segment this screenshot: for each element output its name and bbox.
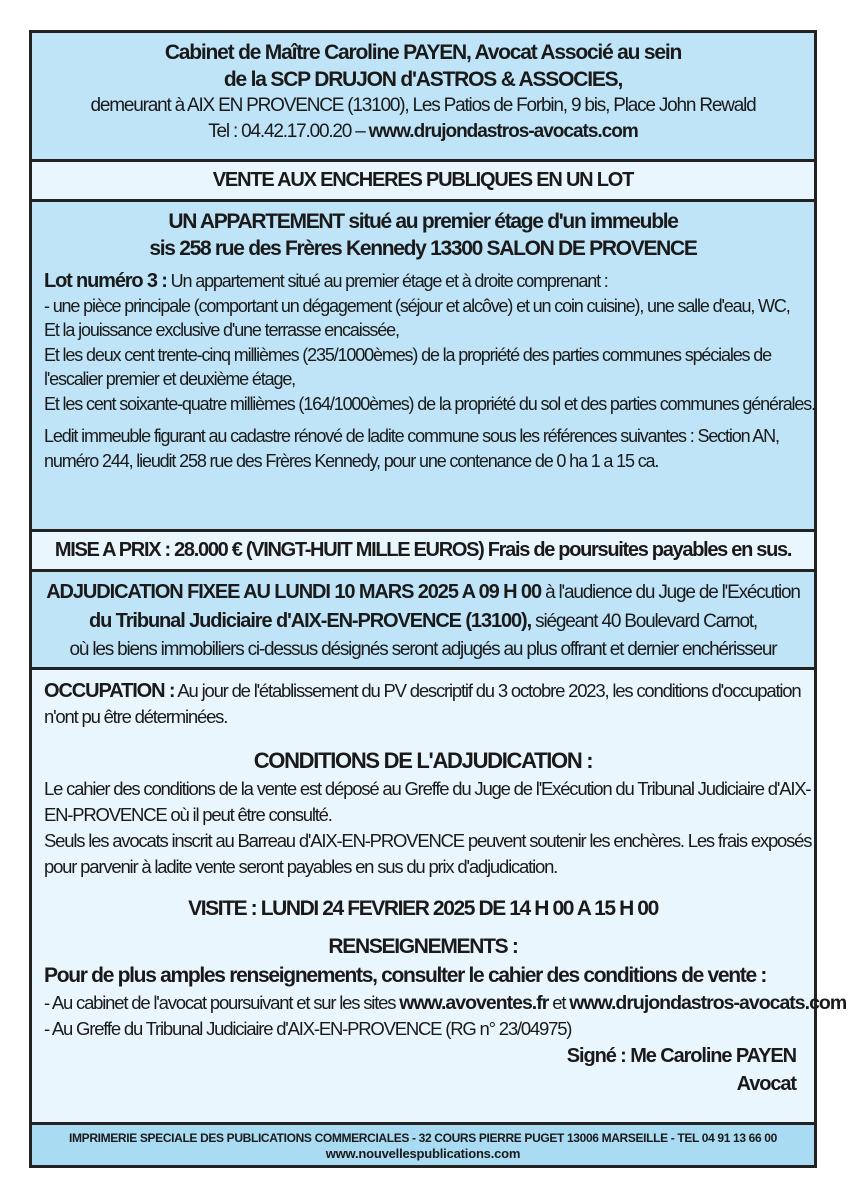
legal-notice xyxy=(29,30,847,1168)
sale-title: VENTE AUX ENCHERES PUBLIQUES EN UN LOT xyxy=(32,162,814,202)
footer-website-link[interactable]: www.nouvellespublications.com xyxy=(325,1146,521,1161)
lot-label: Lot numéro 3 : xyxy=(44,270,167,292)
header-firm-line-1: Cabinet de Maître Caroline PAYEN, Avocat Associé au sein xyxy=(164,41,682,64)
header-contact xyxy=(32,119,814,145)
lot-line: Et la jouissance exclusive d'une terrasse encaissée, xyxy=(44,320,399,340)
adjudication-hearing: à l'audience du Juge de l'Exécution xyxy=(540,582,800,603)
info-block xyxy=(44,990,847,1042)
adjudication-court-line xyxy=(32,607,814,636)
cadastre-line: numéro 244, lieudit 258 rue des Frères Kennedy, pour une contenance de 0 ha 1 a 15 ca. xyxy=(44,450,659,471)
cadastre-description xyxy=(44,424,802,473)
info-conjunction: et xyxy=(548,992,570,1013)
property-heading-line-1 xyxy=(44,208,802,235)
header-website-link[interactable]: www.drujondastros-avocats.com xyxy=(368,121,638,142)
info-heading: RENSEIGNEMENTS : xyxy=(328,935,518,958)
info-subheading: Pour de plus amples renseignements, consulter le cahier des conditions de vente : xyxy=(44,964,767,987)
lot-line: Et les cent soixante-quatre millièmes (164/1000èmes) de la propriété du sol et des parties communes générales. xyxy=(44,393,815,414)
lot-description xyxy=(44,269,815,416)
property-location-desc: situé au premier étage d'un immeuble xyxy=(343,210,678,233)
footer-printer-info: IMPRIMERIE SPECIALE DES PUBLICATIONS COMMERCIALES - 32 COURS PIERRE PUGET 13006 MARSEILLE - TEL 04 91 13 66 00 xyxy=(69,1131,777,1145)
property-type: UN APPARTEMENT xyxy=(168,210,344,233)
adjudication-section xyxy=(32,572,814,670)
drujondastros-link[interactable]: www.drujondastros-avocats.com xyxy=(569,992,847,1014)
lot-line: Et les deux cent trente-cinq millièmes (235/1000èmes) de la propriété des parties communes spéciales de xyxy=(44,344,771,365)
printer-footer xyxy=(32,1125,814,1165)
lot-line: l'escalier premier et deuxième étage, xyxy=(44,369,296,389)
conditions-line: Le cahier des conditions de la vente est déposé au Greffe du Juge de l'Exécution du Tribunal Judiciaire d'AIX- xyxy=(44,778,811,799)
occupation-text: Au jour de l'établissement du PV descriptif du 3 octobre 2023, les conditions d'occupation xyxy=(174,680,801,701)
adjudication-date-line xyxy=(32,578,814,607)
cadastre-line: Ledit immeuble figurant au cadastre rénové de ladite commune sous les références suivantes : Section AN, xyxy=(44,426,779,446)
lot-intro: Un appartement situé au premier étage et à droite comprenant : xyxy=(166,271,608,291)
lot-line: - une pièce principale (comportant un dégagement (séjour et alcôve) et un coin cuisine), une salle d'eau, WC, xyxy=(44,295,790,316)
conditions-line: pour parvenir à ladite vente seront payables en sus du prix d'adjudication. xyxy=(44,856,558,877)
adjudication-date: ADJUDICATION FIXEE AU LUNDI 10 MARS 2025 A 09 H 00 xyxy=(46,581,541,603)
adjudication-court: du Tribunal Judiciaire d'AIX-EN-PROVENCE (13100), xyxy=(88,610,532,632)
conditions-block xyxy=(44,776,812,880)
header-phone: Tel : 04.42.17.00.20 – xyxy=(208,121,369,142)
adjudication-terms: où les biens immobiliers ci-dessus désignés seront adjugés au plus offrant et dernier enchérisseur xyxy=(69,639,777,660)
reserve-price: MISE A PRIX : 28.000 € (VINGT-HUIT MILLE EUROS) Frais de poursuites payables en sus. xyxy=(32,532,814,572)
adjudication-court-address: siégeant 40 Boulevard Carnot, xyxy=(531,611,758,632)
property-section xyxy=(32,202,814,532)
info-line-1: - Au cabinet de l'avocat poursuivant et sur les sites xyxy=(44,992,400,1013)
avoventes-link[interactable]: www.avoventes.fr xyxy=(399,992,549,1014)
details-section xyxy=(32,670,847,1125)
signature-name: Signé : Me Caroline PAYEN xyxy=(566,1045,796,1067)
occupation-label: OCCUPATION : xyxy=(44,680,175,702)
signature-title: Avocat xyxy=(736,1073,796,1095)
signature xyxy=(44,1042,802,1098)
occupation-block xyxy=(44,678,802,730)
property-address: sis 258 rue des Frères Kennedy 13300 SALON DE PROVENCE xyxy=(149,237,697,260)
header-firm-line-2: de la SCP DRUJON d'ASTROS & ASSOCIES, xyxy=(223,68,623,91)
conditions-line: Seuls les avocats inscrit au Barreau d'AIX-EN-PROVENCE peuvent soutenir les enchères. Les frais exposés xyxy=(44,830,812,851)
conditions-heading: CONDITIONS DE L'ADJUDICATION : xyxy=(253,748,593,773)
header-address: demeurant à AIX EN PROVENCE (13100), Les Patios de Forbin, 9 bis, Place John Rewald xyxy=(90,95,756,116)
lawyer-header xyxy=(32,33,814,162)
occupation-text-2: n'ont pu être déterminées. xyxy=(44,706,228,727)
visit-schedule: VISITE : LUNDI 24 FEVRIER 2025 DE 14 H 00 A 15 H 00 xyxy=(188,897,658,920)
info-line-2: - Au Greffe du Tribunal Judiciaire d'AIX-EN-PROVENCE (RG n° 23/04975) xyxy=(44,1018,572,1039)
conditions-line: EN-PROVENCE où il peut être consulté. xyxy=(44,804,332,825)
